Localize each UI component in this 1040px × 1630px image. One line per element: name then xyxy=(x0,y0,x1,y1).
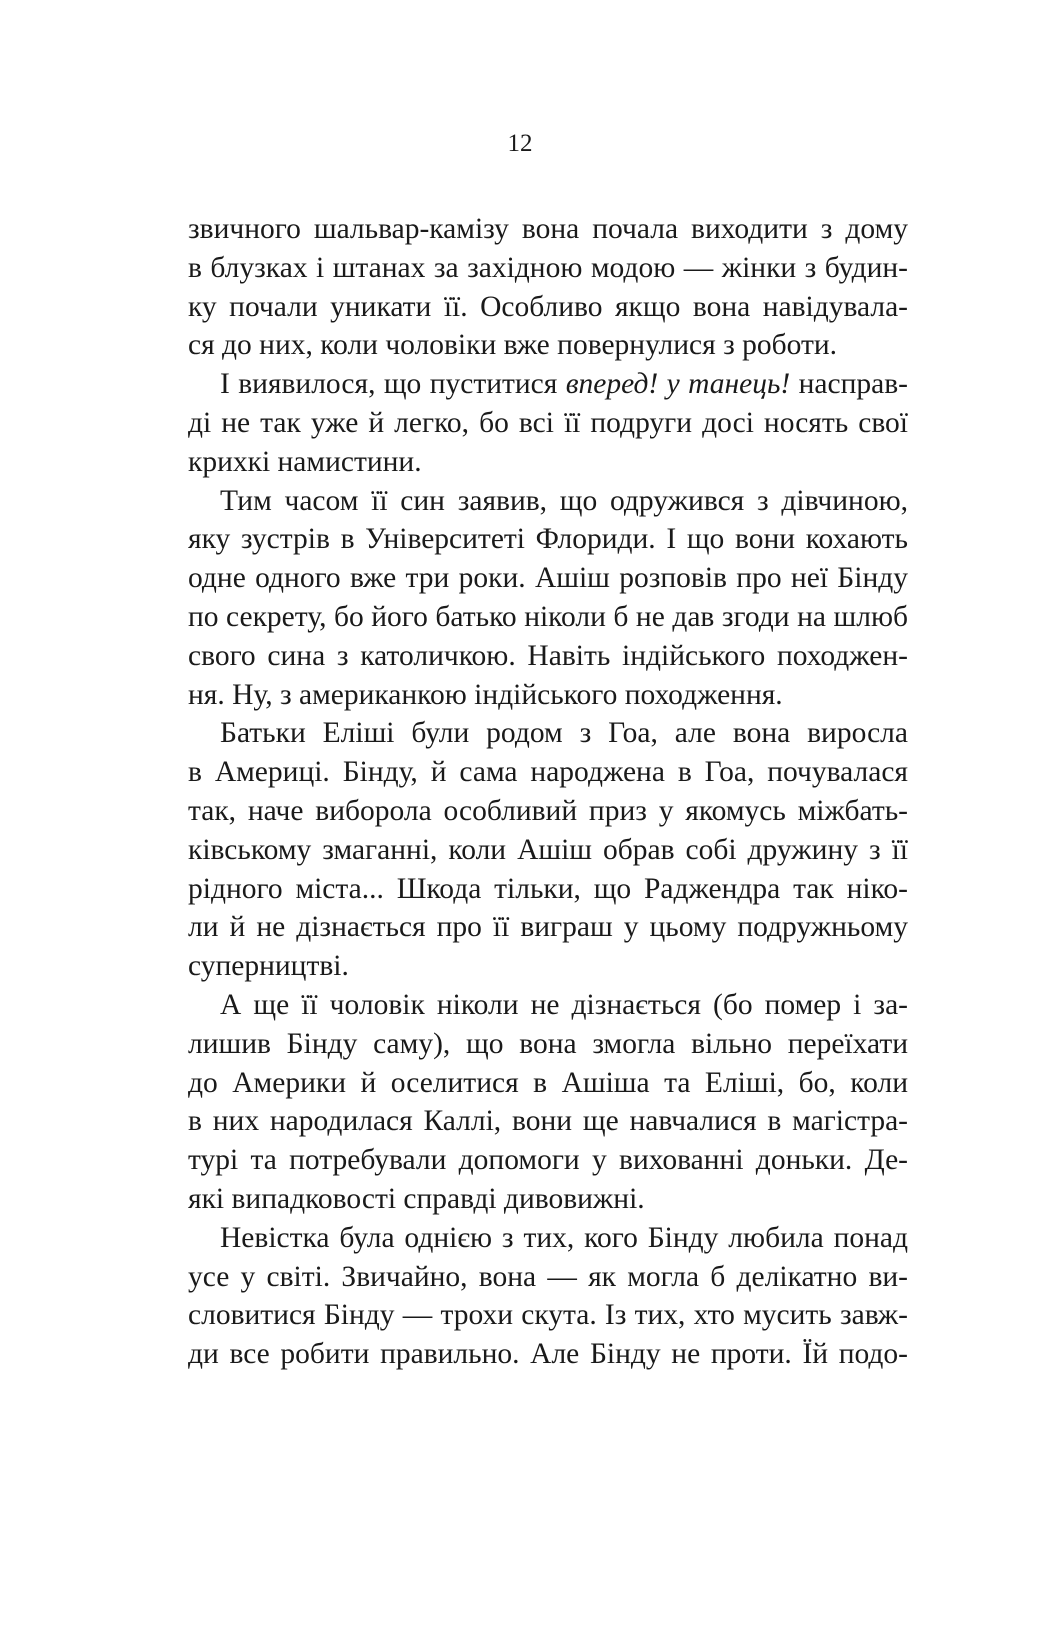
text-line: так, наче виборола особливий приз у якомусь міжбать- xyxy=(188,794,908,827)
text-line: ді не так уже й легко, бо всі її подруги досі носять свої xyxy=(188,406,908,439)
text-line: по секрету, бо його батько ніколи б не дав згоди на шлюб xyxy=(188,600,908,633)
text-line: ли й не дізнається про її виграш у цьому подружньому xyxy=(188,911,908,944)
text-run: І виявилося, що пуститися xyxy=(220,368,566,401)
text-line: Невістка була однією з тих, кого Бінду любила понад xyxy=(220,1221,908,1254)
text-line: ди все робити правильно. Але Бінду не проти. Їй подо- xyxy=(188,1338,908,1371)
text-line: які випадковості справді дивовижні. xyxy=(188,1182,645,1215)
text-line: ку почали уникати її. Особливо якщо вона навідувала- xyxy=(188,290,908,323)
text-line: свого сина з католичкою. Навіть індійського походжен- xyxy=(188,639,908,672)
text-line: яку зустрів в Університеті Флориди. І що вони кохають xyxy=(188,523,908,556)
text-line: звичного шальвар-камізу вона почала виходити з дому xyxy=(188,213,908,245)
text-line: рідного міста... Шкода тільки, що Раджендра так ніко- xyxy=(188,872,908,905)
text-run: насправ- xyxy=(790,368,908,401)
text-line: А ще її чоловік ніколи не дізнається (бо помер і за- xyxy=(220,988,908,1021)
text-line: в них народилася Каллі, вони ще навчалися в магістра- xyxy=(188,1105,908,1138)
text-line: в Америці. Бінду, й сама народжена в Гоа, почувалася xyxy=(188,756,908,789)
text-line: лишив Бінду саму), що вона змогла вільно переїхати xyxy=(188,1027,908,1060)
text-line: словитися Бінду — трохи скута. Із тих, хто мусить завж- xyxy=(188,1299,908,1332)
text-line xyxy=(188,365,908,404)
italic-phrase: вперед! у танець! xyxy=(565,368,791,401)
text-line: ня. Ну, з американкою індійського походження. xyxy=(188,678,783,711)
body-text xyxy=(188,210,908,1374)
text-line: до Америки й оселитися в Ашіша та Еліші, бо, коли xyxy=(188,1066,908,1099)
text-line: крихкі намистини. xyxy=(188,445,422,478)
text-line: ся до них, коли чоловіки вже повернулися з роботи. xyxy=(188,329,838,362)
text-line: Батьки Еліші були родом з Гоа, але вона виросла xyxy=(220,717,908,750)
text-line: Тим часом її син заявив, що одружився з дівчиною, xyxy=(220,484,908,517)
text-line: ківському змаганні, коли Ашіш обрав собі дружину з її xyxy=(188,833,908,866)
text-line: усе у світі. Звичайно, вона — як могла б делікатно ви- xyxy=(188,1260,908,1293)
page-number: 12 xyxy=(507,130,533,157)
text-line: турі та потребували допомоги у вихованні доньки. Де- xyxy=(188,1144,908,1177)
text-line: одне одного вже три роки. Ашіш розповів про неї Бінду xyxy=(188,562,908,595)
text-line: суперництві. xyxy=(188,950,349,983)
text-line: в блузках і штанах за західною модою — жінки з будин- xyxy=(188,251,908,284)
